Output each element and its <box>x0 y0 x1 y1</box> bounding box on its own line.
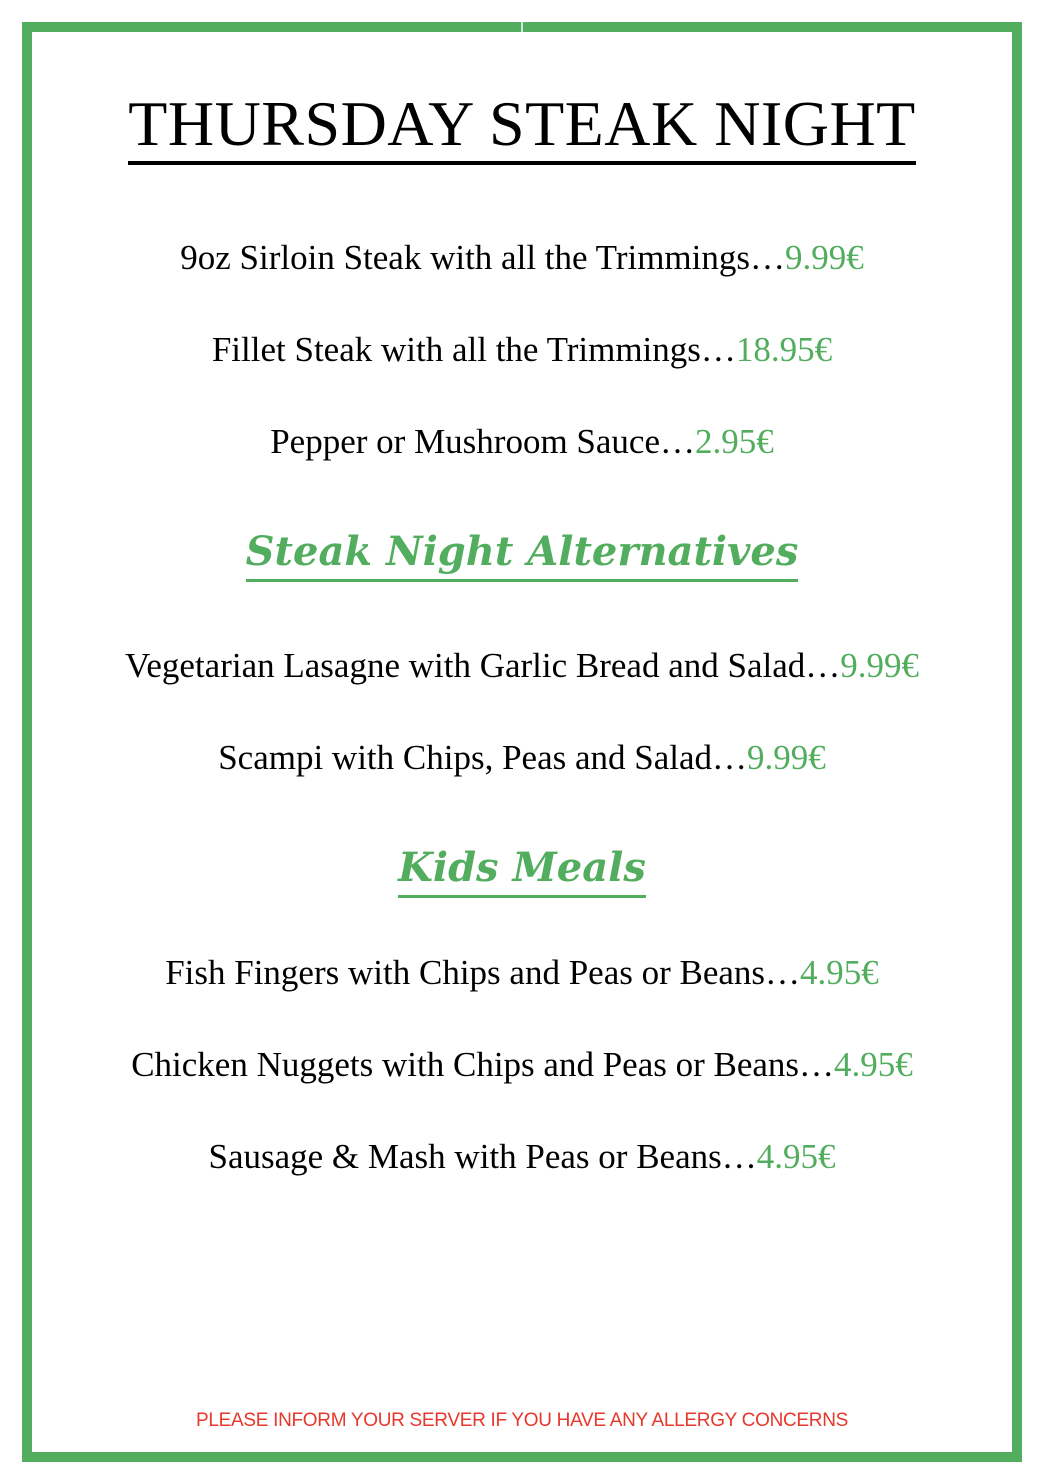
item-name: Pepper or Mushroom Sauce… <box>270 422 696 461</box>
item-price: 18.95€ <box>735 330 833 369</box>
item-name: Sausage & Mash with Peas or Beans… <box>208 1137 757 1176</box>
menu-item-lasagne <box>0 648 1044 683</box>
menu-item-sauce <box>0 424 1044 459</box>
item-price: 9.99€ <box>785 238 864 277</box>
item-price: 4.95€ <box>800 953 879 992</box>
item-name: 9oz Sirloin Steak with all the Trimmings… <box>180 238 785 277</box>
item-name: Vegetarian Lasagne with Garlic Bread and Salad… <box>124 646 841 685</box>
allergy-notice: PLEASE INFORM YOUR SERVER IF YOU HAVE ANY ALLERGY CONCERNS <box>195 1410 849 1431</box>
item-price: 9.99€ <box>840 646 920 685</box>
item-price: 9.99€ <box>747 738 826 777</box>
menu-item-fillet <box>0 332 1044 367</box>
item-name: Fish Fingers with Chips and Peas or Beans… <box>165 953 801 992</box>
item-price: 4.95€ <box>756 1137 836 1176</box>
item-name: Chicken Nuggets with Chips and Peas or Beans… <box>131 1045 835 1084</box>
item-name: Scampi with Chips, Peas and Salad… <box>218 738 748 777</box>
item-name: Fillet Steak with all the Trimmings… <box>211 330 736 369</box>
menu-title-text: THURSDAY STEAK NIGHT <box>128 88 916 165</box>
section-heading-text: Kids Meals <box>398 844 646 898</box>
border-seam <box>521 22 523 32</box>
section-heading-alternatives <box>0 528 1044 575</box>
menu-item-scampi <box>0 740 1044 775</box>
item-price: 2.95€ <box>695 422 774 461</box>
menu-title <box>0 88 1044 159</box>
section-heading-text: Steak Night Alternatives <box>246 528 799 582</box>
menu-item-fish-fingers <box>0 955 1044 990</box>
section-heading-kids <box>0 844 1044 891</box>
menu-item-sirloin <box>0 240 1044 275</box>
menu-item-chicken-nuggets <box>0 1047 1044 1082</box>
item-price: 4.95€ <box>834 1045 913 1084</box>
menu-item-sausage-mash <box>0 1139 1044 1174</box>
